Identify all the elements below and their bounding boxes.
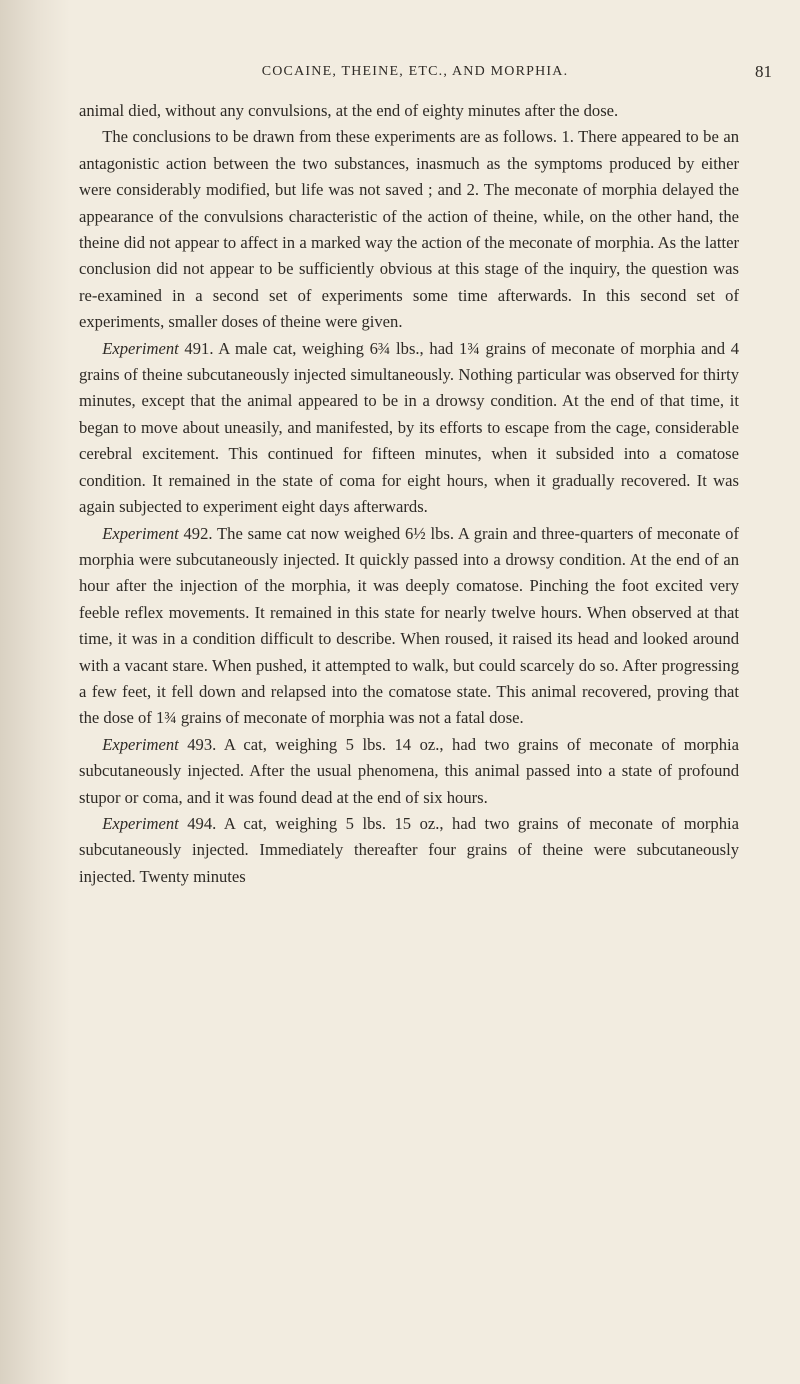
experiment-text: 491. A male cat, weighing 6¾ lbs., had 1¾ grains of meconate of morphia and 4 grains of theine subcutaneously injected simultaneously. Nothing particular was observed for thirty minutes, except that the animal appeared to be in a drowsy condition. At the end of that time, it began to move about uneasily, and manifested, by its efforts to escape from the cage, considerable cerebral excitement. This continued for fifteen minutes, when it subsided into a comatose condition. It remained in the state of coma for eight hours, when it gradually recovered. It was again subjected to experiment eight days afterwards. bbox=[79, 338, 739, 517]
experiment-label: Experiment bbox=[102, 813, 179, 833]
running-head: COCAINE, THEINE, ETC., AND MORPHIA. bbox=[261, 64, 569, 79]
paragraph-experiment-492 bbox=[79, 521, 739, 732]
page-number: 81 bbox=[755, 62, 772, 81]
paragraph-experiment-493 bbox=[79, 732, 739, 811]
paragraph-conclusions: The conclusions to be drawn from these experiments are as follows. 1. There appeared to be an antagonistic action between the two substances, inasmuch as the symptoms produced by either were considerably modified, but life was not saved ; and 2. The meconate of morphia delayed the appearance of the convulsions characteristic of the action of theine, while, on the other hand, the theine did not appear to affect in a marked way the action of the meconate of morphia. As the latter conclusion did not appear to be sufficiently obvious at this stage of the inquiry, the question was re-examined in a second set of experiments some time afterwards. In this second set of experiments, smaller doses of theine were given. bbox=[79, 127, 739, 332]
experiment-text: 494. A cat, weighing 5 lbs. 15 oz., had two grains of meconate of morphia subcutaneously injected. Immediately thereafter four grains of theine were subcutaneously injected. Twenty minutes bbox=[79, 813, 739, 886]
experiment-text: 492. The same cat now weighed 6½ lbs. A grain and three-quarters of meconate of morphia were subcutaneously injected. It quickly passed into a drowsy condition. At the end of an hour after the injection of the morphia, it was deeply comatose. Pinching the foot excited very feeble reflex movements. It remained in this state for nearly twelve hours. When observed at that time, it was in a condition difficult to describe. When roused, it raised its head and looked around with a vacant stare. When pushed, it attempted to walk, but could scarcely do so. After progressing a few feet, it fell down and relapsed into the comatose state. This animal recovered, proving that the dose of 1¾ grains of meconate of morphia was not a fatal dose. bbox=[79, 523, 739, 728]
paragraph-experiment-494 bbox=[79, 811, 739, 890]
experiment-label: Experiment bbox=[102, 523, 179, 543]
experiment-label: Experiment bbox=[102, 734, 179, 754]
paragraph-experiment-491 bbox=[79, 336, 739, 521]
page-edge-shadow bbox=[0, 0, 70, 1384]
body-text bbox=[79, 98, 739, 890]
experiment-label: Experiment bbox=[102, 338, 179, 358]
experiment-text: 493. A cat, weighing 5 lbs. 14 oz., had two grains of meconate of morphia subcutaneously injected. After the usual phenomena, this animal passed into a state of profound stupor or coma, and it was found dead at the end of six hours. bbox=[79, 734, 739, 807]
paragraph-continuation: animal died, without any convulsions, at the end of eighty minutes after the dose. bbox=[79, 101, 619, 120]
